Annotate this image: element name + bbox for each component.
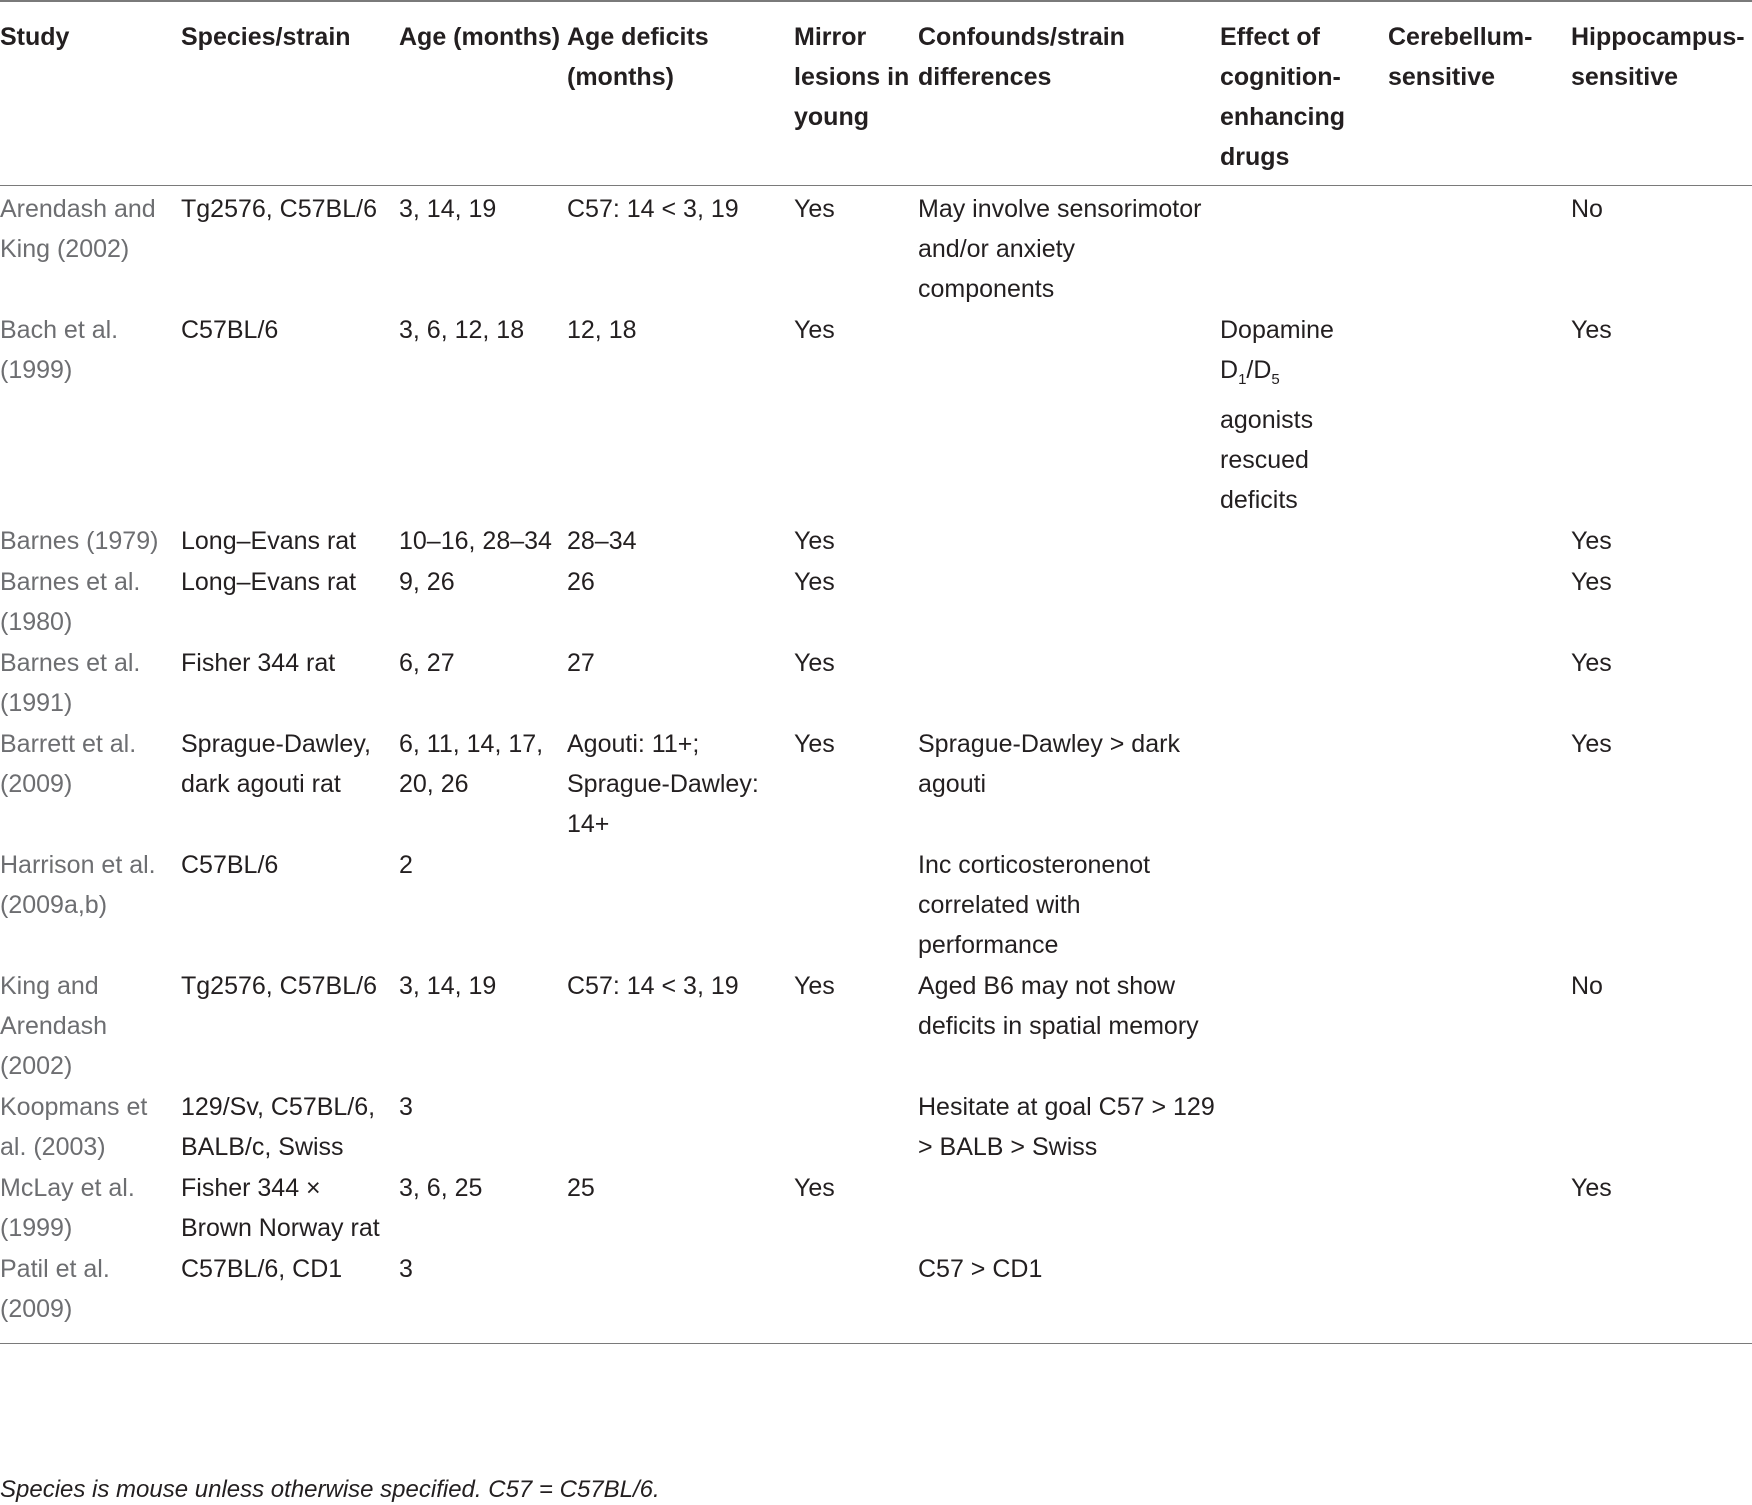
table-cell: 26 — [567, 568, 595, 596]
table-cell: Fisher 344 rat — [181, 649, 336, 677]
table-cell — [1388, 186, 1571, 311]
table-cell: Hesitate at goal C57 > 129 > BALB > Swiss — [918, 1093, 1215, 1161]
table-row — [0, 186, 1752, 311]
table-cell: 3 — [399, 1093, 413, 1121]
table-row — [0, 1168, 1752, 1249]
table-cell — [918, 562, 1220, 643]
table-cell: Aged B6 may not show deficits in spatial memory — [918, 972, 1199, 1040]
table-cell — [1220, 643, 1388, 724]
table-cell: Yes — [794, 1174, 835, 1202]
column-header: Confounds/strain differences — [918, 23, 1125, 91]
table-cell: Tg2576, C57BL/6 — [181, 195, 377, 223]
table-cell: No — [1571, 972, 1603, 1000]
table-cell: Yes — [794, 972, 835, 1000]
table-cell — [1388, 1168, 1571, 1249]
table-cell — [567, 845, 794, 966]
table-cell: May involve sensorimotor and/or anxiety components — [918, 195, 1202, 303]
table-cell — [567, 1249, 794, 1344]
column-header: Species/strain — [181, 23, 351, 51]
column-header: Age deficits (months) — [567, 23, 709, 91]
table-row — [0, 1087, 1752, 1168]
table-cell: 6, 27 — [399, 649, 455, 677]
table-cell — [918, 643, 1220, 724]
drug-effect-cell — [1220, 310, 1388, 521]
table-cell: C57: 14 < 3, 19 — [567, 195, 739, 223]
table-cell — [1388, 521, 1571, 562]
study-cell: Koopmans et al. (2003) — [0, 1093, 148, 1161]
study-cell: Harrison et al. (2009a,b) — [0, 851, 156, 919]
table-cell: 6, 11, 14, 17, 20, 26 — [399, 730, 544, 798]
table-cell: Yes — [794, 568, 835, 596]
table-footnote: Species is mouse unless otherwise specified. C57 = C57BL/6. — [0, 1476, 660, 1503]
study-cell: Bach et al. (1999) — [0, 316, 119, 384]
table-cell — [1571, 845, 1752, 966]
table-cell — [1220, 724, 1388, 845]
table-cell — [1220, 1168, 1388, 1249]
table-cell: C57BL/6 — [181, 316, 279, 344]
table-cell — [1388, 966, 1571, 1087]
table-cell — [1388, 845, 1571, 966]
column-header: Cerebellum-sensitive — [1388, 23, 1533, 91]
table-cell: C57BL/6 — [181, 851, 279, 879]
table-cell — [1388, 310, 1571, 521]
table-row — [0, 643, 1752, 724]
table-cell — [1220, 1087, 1388, 1168]
column-header: Hippocampus-sensitive — [1571, 23, 1745, 91]
table-header — [0, 1, 1752, 186]
header-row — [0, 1, 1752, 186]
study-cell: King and Arendash (2002) — [0, 972, 108, 1080]
drug-text-part: Dopamine D — [1220, 316, 1334, 384]
table-cell — [918, 1168, 1220, 1249]
table-cell: 27 — [567, 649, 595, 677]
table-cell: Yes — [794, 649, 835, 677]
drug-text-part: 5 — [1271, 371, 1280, 388]
study-cell: McLay et al. (1999) — [0, 1174, 135, 1242]
column-header: Effect of cognition-enhancing drugs — [1220, 23, 1346, 171]
table-row — [0, 521, 1752, 562]
table-row — [0, 845, 1752, 966]
table-cell: Tg2576, C57BL/6 — [181, 972, 377, 1000]
table-body — [0, 186, 1752, 1344]
table-cell: Yes — [1571, 568, 1612, 596]
table-cell: Long–Evans rat — [181, 527, 357, 555]
drug-text-part: /D — [1246, 356, 1272, 384]
table-cell — [1388, 562, 1571, 643]
drug-text-part: agonists rescued deficits — [1220, 406, 1314, 514]
table-cell: Long–Evans rat — [181, 568, 357, 596]
table-cell — [567, 1087, 794, 1168]
table-cell: No — [1571, 195, 1603, 223]
study-cell: Barnes et al. (1980) — [0, 568, 141, 636]
table-cell — [1220, 521, 1388, 562]
study-cell: Arendash and King (2002) — [0, 195, 156, 263]
table-cell: 3 — [399, 1255, 413, 1283]
table-cell: Sprague-Dawley, dark agouti rat — [181, 730, 371, 798]
column-header: Age (months) — [399, 23, 561, 51]
table-cell: 2 — [399, 851, 413, 879]
study-cell: Patil et al. (2009) — [0, 1255, 110, 1323]
table-cell — [1388, 1087, 1571, 1168]
table-cell: 3, 6, 12, 18 — [399, 316, 525, 344]
table-cell: Yes — [794, 195, 835, 223]
table-cell: Sprague-Dawley > dark agouti — [918, 730, 1180, 798]
table-cell: 129/Sv, C57BL/6, BALB/c, Swiss — [181, 1093, 376, 1161]
table-cell: C57: 14 < 3, 19 — [567, 972, 739, 1000]
table-cell: 10–16, 28–34 — [399, 527, 552, 555]
table-cell: Fisher 344 × Brown Norway rat — [181, 1174, 380, 1242]
table-cell: Yes — [794, 527, 835, 555]
table-cell — [1220, 1249, 1388, 1344]
study-cell: Barrett et al. (2009) — [0, 730, 137, 798]
table-cell — [1388, 1249, 1571, 1344]
table-cell: 28–34 — [567, 527, 637, 555]
table-cell — [1571, 1249, 1752, 1344]
table-cell: Yes — [1571, 730, 1612, 758]
table-row — [0, 724, 1752, 845]
column-header: Mirror lesions in young — [794, 23, 910, 131]
table-cell: Yes — [1571, 649, 1612, 677]
table-cell: 12, 18 — [567, 316, 637, 344]
table-cell — [1220, 562, 1388, 643]
drug-text-part: 1 — [1238, 371, 1247, 388]
table-row — [0, 1249, 1752, 1344]
table-cell — [918, 310, 1220, 521]
table-cell: Yes — [1571, 316, 1612, 344]
table-cell — [1388, 724, 1571, 845]
table-cell — [794, 845, 918, 966]
table-cell — [1571, 1087, 1752, 1168]
table-cell: 3, 14, 19 — [399, 972, 497, 1000]
table-cell: 25 — [567, 1174, 595, 1202]
table-cell: C57BL/6, CD1 — [181, 1255, 343, 1283]
study-cell: Barnes (1979) — [0, 527, 159, 555]
table-cell: Yes — [1571, 1174, 1612, 1202]
table-cell: Yes — [794, 730, 835, 758]
table-cell: Agouti: 11+; Sprague-Dawley: 14+ — [567, 730, 759, 838]
table-cell — [1220, 966, 1388, 1087]
table-cell: 3, 6, 25 — [399, 1174, 483, 1202]
table-cell: Inc corticosteronenot correlated with performance — [918, 851, 1151, 959]
study-cell: Barnes et al. (1991) — [0, 649, 141, 717]
table-cell: 3, 14, 19 — [399, 195, 497, 223]
table-cell — [794, 1249, 918, 1344]
table-cell: C57 > CD1 — [918, 1255, 1043, 1283]
table-cell — [1220, 845, 1388, 966]
table-cell — [1220, 186, 1388, 311]
table-cell: Yes — [794, 316, 835, 344]
table-row — [0, 562, 1752, 643]
table-cell — [1388, 643, 1571, 724]
table-cell — [918, 521, 1220, 562]
table-cell: 9, 26 — [399, 568, 455, 596]
table-row — [0, 966, 1752, 1087]
table-cell: Yes — [1571, 527, 1612, 555]
table-row — [0, 310, 1752, 521]
table-cell — [794, 1087, 918, 1168]
column-header: Study — [0, 23, 70, 51]
